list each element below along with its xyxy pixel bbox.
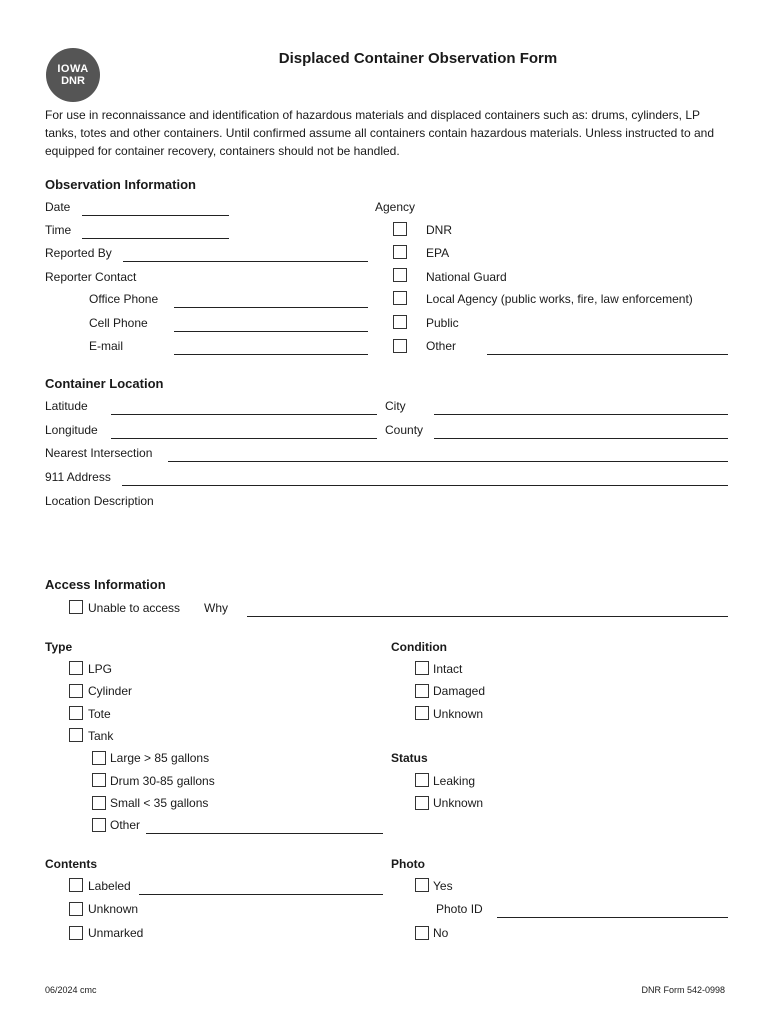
condition-intact-checkbox[interactable] [415, 661, 429, 675]
date-label: Date [45, 200, 71, 214]
longitude-field[interactable] [111, 438, 377, 439]
city-label: City [385, 399, 406, 413]
email-field[interactable] [174, 354, 368, 355]
tank-large-checkbox[interactable] [92, 751, 106, 765]
photo-heading: Photo [391, 857, 425, 871]
status-unknown-checkbox[interactable] [415, 796, 429, 810]
contents-labeled-field[interactable] [139, 894, 383, 895]
time-label: Time [45, 223, 72, 237]
status-leaking-checkbox[interactable] [415, 773, 429, 787]
footer-revision: 06/2024 cmc [45, 985, 97, 995]
cell-phone-label: Cell Phone [89, 316, 148, 330]
condition-intact-label: Intact [433, 662, 463, 676]
contents-labeled-checkbox[interactable] [69, 878, 83, 892]
time-field[interactable] [82, 238, 229, 239]
condition-unknown-label: Unknown [433, 707, 484, 721]
agency-public-checkbox[interactable] [393, 315, 407, 329]
logo-line1: IOWA [57, 63, 89, 75]
tank-small-label: Small < 35 gallons [110, 796, 209, 810]
unable-to-access-checkbox[interactable] [69, 600, 83, 614]
nearest-intersection-label: Nearest Intersection [45, 446, 153, 460]
latitude-field[interactable] [111, 414, 377, 415]
condition-damaged-label: Damaged [433, 684, 486, 698]
footer-form-number: DNR Form 542-0998 [641, 985, 725, 995]
type-tank-label: Tank [88, 729, 114, 743]
agency-epa-checkbox[interactable] [393, 245, 407, 259]
type-cylinder-label: Cylinder [88, 684, 133, 698]
type-heading: Type [45, 640, 73, 654]
type-tank-checkbox[interactable] [69, 728, 83, 742]
contents-unknown-label: Unknown [88, 902, 139, 916]
contents-heading: Contents [45, 857, 97, 871]
observation-heading: Observation Information [45, 177, 196, 192]
agency-national-guard-label: National Guard [426, 270, 507, 284]
agency-local-label: Local Agency (public works, fire, law enforcement) [426, 292, 693, 306]
type-cylinder-checkbox[interactable] [69, 684, 83, 698]
agency-other-checkbox[interactable] [393, 339, 407, 353]
contents-unmarked-checkbox[interactable] [69, 926, 83, 940]
longitude-label: Longitude [45, 423, 98, 437]
county-label: County [385, 423, 424, 437]
why-field[interactable] [247, 616, 728, 617]
status-leaking-label: Leaking [433, 774, 476, 788]
status-unknown-label: Unknown [433, 796, 484, 810]
unable-to-access-label: Unable to access [88, 601, 181, 615]
location-heading: Container Location [45, 376, 164, 391]
agency-epa-label: EPA [426, 246, 450, 260]
type-tote-checkbox[interactable] [69, 706, 83, 720]
agency-dnr-label: DNR [426, 223, 452, 237]
contents-unmarked-label: Unmarked [88, 926, 144, 940]
status-heading: Status [391, 751, 428, 765]
tank-other-field[interactable] [146, 833, 383, 834]
tank-drum-checkbox[interactable] [92, 773, 106, 787]
county-field[interactable] [434, 438, 728, 439]
condition-unknown-checkbox[interactable] [415, 706, 429, 720]
intro-text: For use in reconnaissance and identification of hazardous materials and displaced containers such as: drums, cylinders, LP tanks, totes and other containers. Until confirmed assume all containers contain hazardous materials. Unless instructed to and equipped for container recovery, containers should not be handled. [45, 108, 715, 158]
type-lpg-label: LPG [88, 662, 113, 676]
tank-drum-label: Drum 30-85 gallons [110, 774, 215, 788]
reporter-contact-label: Reporter Contact [45, 270, 137, 284]
page-title: Displaced Container Observation Form [278, 50, 558, 67]
condition-heading: Condition [391, 640, 447, 654]
address-911-label: 911 Address [45, 470, 111, 484]
photo-no-checkbox[interactable] [415, 926, 429, 940]
type-lpg-checkbox[interactable] [69, 661, 83, 675]
type-tote-label: Tote [88, 707, 111, 721]
reported-by-field[interactable] [123, 261, 368, 262]
photo-yes-checkbox[interactable] [415, 878, 429, 892]
agency-label: Agency [375, 200, 416, 214]
agency-dnr-checkbox[interactable] [393, 222, 407, 236]
agency-public-label: Public [426, 316, 459, 330]
logo-line2: DNR [61, 75, 85, 87]
access-heading: Access Information [45, 577, 166, 592]
tank-small-checkbox[interactable] [92, 796, 106, 810]
agency-other-field[interactable] [487, 354, 728, 355]
photo-id-label: Photo ID [436, 902, 483, 916]
date-field[interactable] [82, 215, 229, 216]
tank-other-checkbox[interactable] [92, 818, 106, 832]
tank-large-label: Large > 85 gallons [110, 751, 210, 765]
office-phone-label: Office Phone [89, 292, 159, 306]
photo-no-label: No [433, 926, 449, 940]
address-911-field[interactable] [122, 485, 728, 486]
photo-yes-label: Yes [433, 879, 453, 893]
contents-unknown-checkbox[interactable] [69, 902, 83, 916]
contents-labeled-label: Labeled [88, 879, 131, 893]
agency-other-label: Other [426, 339, 457, 353]
cell-phone-field[interactable] [174, 331, 368, 332]
email-label: E-mail [89, 339, 124, 353]
agency-national-guard-checkbox[interactable] [393, 268, 407, 282]
location-description-label: Location Description [45, 494, 154, 508]
latitude-label: Latitude [45, 399, 88, 413]
agency-local-checkbox[interactable] [393, 291, 407, 305]
reported-by-label: Reported By [45, 246, 112, 260]
photo-id-field[interactable] [497, 917, 728, 918]
why-label: Why [204, 601, 228, 615]
office-phone-field[interactable] [174, 307, 368, 308]
tank-other-label: Other [110, 818, 141, 832]
condition-damaged-checkbox[interactable] [415, 684, 429, 698]
nearest-intersection-field[interactable] [168, 461, 728, 462]
city-field[interactable] [434, 414, 728, 415]
